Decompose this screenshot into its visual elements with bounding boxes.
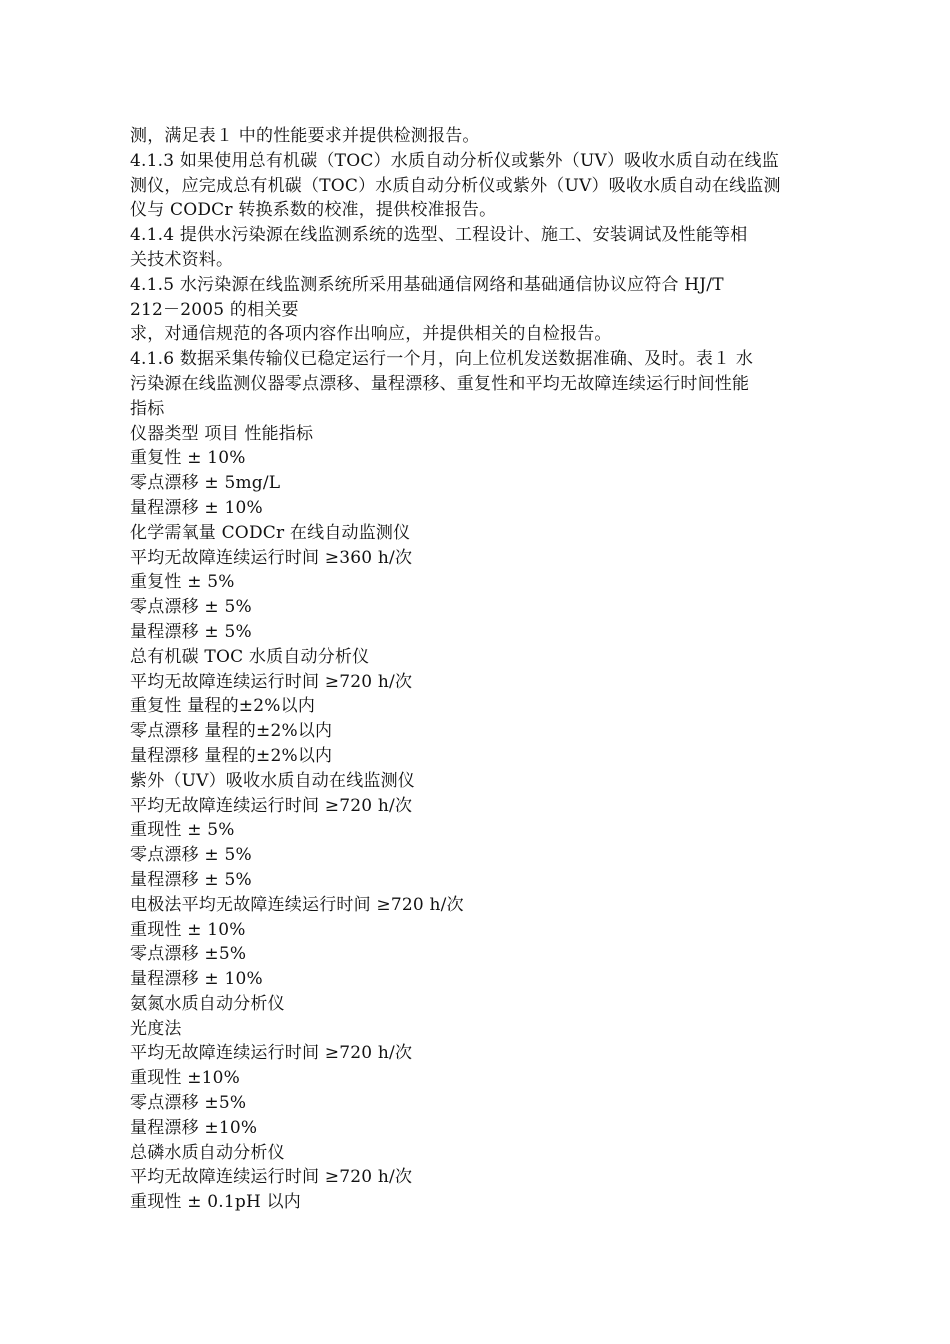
text-line: 仪与 CODCr 转换系数的校准，提供校准报告。 — [130, 200, 497, 221]
instrument-type-line: 紫外（UV）吸收水质自动在线监测仪 — [130, 770, 416, 791]
table-row-line: 零点漂移 ± 5% — [130, 597, 252, 618]
text-line: 4.1.3 如果使用总有机碳（TOC）水质自动分析仪或紫外（UV）吸收水质自动在线监 — [130, 150, 779, 171]
table-row-line: 平均无故障连续运行时间 ≥720 h/次 — [130, 671, 413, 692]
instrument-type-line: 氨氮水质自动分析仪 — [130, 993, 285, 1014]
table-row-line: 零点漂移 ± 5% — [130, 845, 252, 866]
table-row-line: 电极法平均无故障连续运行时间 ≥720 h/次 — [130, 894, 464, 915]
text-line: 4.1.6 数据采集传输仪已稳定运行一个月，向上位机发送数据准确、及时。表１ 水 — [130, 349, 754, 370]
text-line: 求，对通信规范的各项内容作出响应，并提供相关的自检报告。 — [130, 324, 612, 345]
instrument-type-line: 化学需氧量 CODCr 在线自动监测仪 — [130, 522, 411, 543]
table-row-line: 量程漂移 ± 10% — [130, 969, 263, 990]
table-header-line: 仪器类型 项目 性能指标 — [130, 423, 314, 444]
text-line: 4.1.5 水污染源在线监测系统所采用基础通信网络和基础通信协议应符合 HJ/T — [130, 274, 724, 295]
text-line: 测仪，应完成总有机碳（TOC）水质自动分析仪或紫外（UV）吸收水质自动在线监测 — [130, 175, 781, 196]
table-row-line: 平均无故障连续运行时间 ≥720 h/次 — [130, 1167, 413, 1188]
table-row-line: 量程漂移 ± 5% — [130, 869, 252, 890]
text-line: 测，满足表１ 中的性能要求并提供检测报告。 — [130, 126, 480, 146]
table-row-line: 重现性 ± 5% — [130, 820, 235, 841]
table-row-line: 重现性 ± 0.1pH 以内 — [130, 1192, 301, 1213]
table-row-line: 平均无故障连续运行时间 ≥720 h/次 — [130, 1043, 413, 1064]
table-row-line: 零点漂移 ±5% — [130, 944, 247, 965]
table-row-line: 量程漂移 ± 5% — [130, 621, 252, 642]
document-body — [130, 124, 820, 1215]
instrument-type-line: 总有机碳 TOC 水质自动分析仪 — [130, 646, 370, 667]
instrument-type-line: 总磷水质自动分析仪 — [130, 1142, 285, 1163]
table-row-line: 零点漂移 量程的±2%以内 — [130, 721, 333, 742]
table-row-line: 重现性 ±10% — [130, 1068, 241, 1089]
table-row-line: 量程漂移 ±10% — [130, 1117, 258, 1138]
method-line: 光度法 — [130, 1018, 182, 1039]
text-line: 污染源在线监测仪器零点漂移、量程漂移、重复性和平均无故障连续运行时间性能 — [130, 373, 750, 394]
table-row-line: 重复性 ± 5% — [130, 572, 235, 593]
table-row-line: 零点漂移 ± 5mg/L — [130, 473, 281, 494]
table-row-line: 平均无故障连续运行时间 ≥720 h/次 — [130, 795, 413, 816]
table-row-line: 重复性 量程的±2%以内 — [130, 696, 316, 717]
table-row-line: 零点漂移 ±5% — [130, 1093, 247, 1114]
table-row-line: 平均无故障连续运行时间 ≥360 h/次 — [130, 547, 413, 568]
table-row-line: 量程漂移 量程的±2%以内 — [130, 745, 333, 766]
table-row-line: 量程漂移 ± 10% — [130, 497, 263, 518]
text-line: 4.1.4 提供水污染源在线监测系统的选型、工程设计、施工、安装调试及性能等相 — [130, 225, 748, 246]
table-row-line: 重复性 ± 10% — [130, 448, 246, 469]
table-row-line: 重现性 ± 10% — [130, 919, 246, 940]
text-line: 212－2005 的相关要 — [130, 299, 299, 320]
text-line: 指标 — [130, 398, 165, 419]
text-line: 关技术资料。 — [130, 249, 234, 270]
